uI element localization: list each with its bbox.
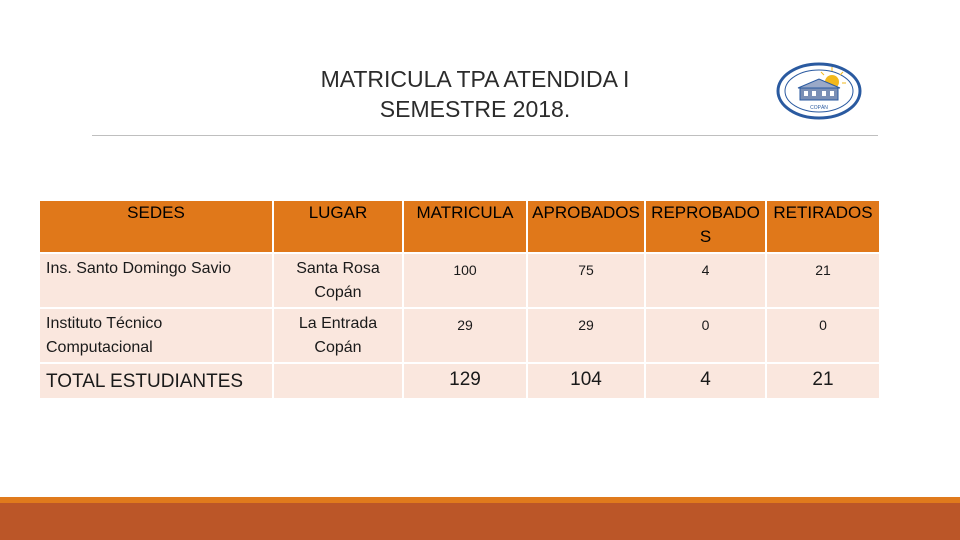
cell-aprobados: 75 <box>528 254 646 309</box>
enrollment-table <box>40 201 881 400</box>
title-line-2: SEMESTRE 2018. <box>379 96 571 122</box>
table-row <box>40 309 881 364</box>
table-row <box>40 254 881 309</box>
footer-bar <box>0 503 960 540</box>
table-header-row <box>40 201 881 254</box>
header-matricula: MATRICULA <box>404 201 528 254</box>
slide-title <box>250 64 700 124</box>
header-sedes: SEDES <box>40 201 274 254</box>
total-matricula: 129 <box>404 364 528 400</box>
cell-lugar: Santa Rosa Copán <box>274 254 404 309</box>
title-divider <box>92 135 878 136</box>
cell-sede: Ins. Santo Domingo Savio <box>40 254 274 309</box>
cell-sede: Instituto Técnico Computacional <box>40 309 274 364</box>
total-lugar <box>274 364 404 400</box>
cell-retirados: 0 <box>767 309 881 364</box>
cell-reprobados: 4 <box>646 254 767 309</box>
cell-matricula: 29 <box>404 309 528 364</box>
total-label: TOTAL ESTUDIANTES <box>40 364 274 400</box>
header-lugar: LUGAR <box>274 201 404 254</box>
total-reprobados: 4 <box>646 364 767 400</box>
school-emblem-logo <box>776 62 862 120</box>
svg-text:COPÁN: COPÁN <box>810 105 828 111</box>
total-retirados: 21 <box>767 364 881 400</box>
cell-reprobados: 0 <box>646 309 767 364</box>
cell-aprobados: 29 <box>528 309 646 364</box>
total-aprobados: 104 <box>528 364 646 400</box>
cell-retirados: 21 <box>767 254 881 309</box>
cell-lugar: La Entrada Copán <box>274 309 404 364</box>
title-line-1: MATRICULA TPA ATENDIDA I <box>320 66 630 92</box>
cell-matricula: 100 <box>404 254 528 309</box>
total-row <box>40 364 881 400</box>
header-reprobados: REPROBADO S <box>646 201 767 254</box>
header-retirados: RETIRADOS <box>767 201 881 254</box>
header-aprobados: APROBADOS <box>528 201 646 254</box>
